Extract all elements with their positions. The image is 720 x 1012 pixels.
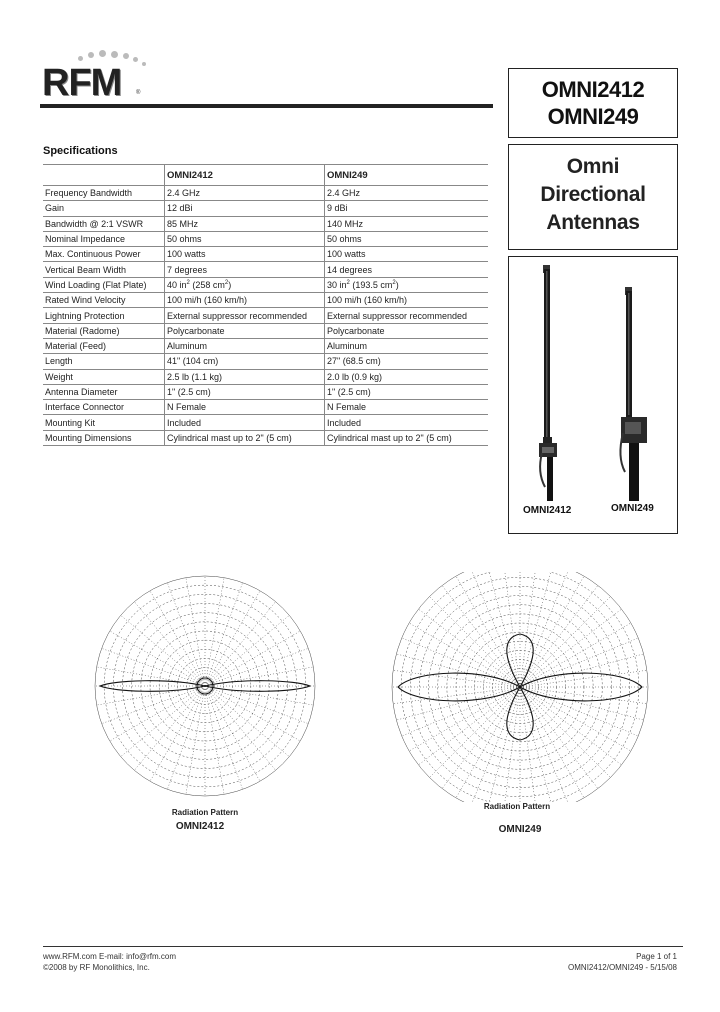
polar-spoke [205, 686, 289, 757]
spec-row [43, 262, 488, 277]
polar-spoke [520, 687, 584, 798]
spec-row [43, 201, 488, 216]
spec-label: Antenna Diameter [43, 384, 165, 399]
polar-spoke [396, 687, 520, 720]
spec-row [43, 384, 488, 399]
spec-row [43, 308, 488, 323]
photo-label-omni249: OMNI249 [611, 503, 654, 514]
spec-value-a: 85 MHz [165, 216, 325, 231]
logo-text: RFM [42, 62, 122, 104]
spec-value-a: 50 ohms [165, 231, 325, 246]
polar-spoke [442, 687, 520, 789]
spec-value-b: 2.0 lb (0.9 kg) [325, 369, 489, 384]
polar-spoke [487, 572, 520, 687]
footer-doc-id: OMNI2412/OMNI249 - 5/15/08 [568, 963, 677, 972]
spec-value-a: 2.4 GHz [165, 186, 325, 201]
polar-spoke [442, 585, 520, 687]
spec-label: Frequency Bandwidth [43, 186, 165, 201]
spec-value-b: 14 degrees [325, 262, 489, 277]
spec-value-b: 27" (68.5 cm) [325, 354, 489, 369]
spec-row [43, 323, 488, 338]
polar-spoke [520, 687, 598, 789]
spec-label: Bandwidth @ 2:1 VSWR [43, 216, 165, 231]
spec-label: Interface Connector [43, 400, 165, 415]
subtitle-line-2: Directional [540, 183, 646, 206]
logo-registered-mark: ® [136, 90, 141, 96]
polar-spoke [456, 576, 520, 687]
spec-row [43, 293, 488, 308]
spec-row [43, 400, 488, 415]
polar-spoke [520, 609, 622, 687]
header-rule [40, 104, 493, 108]
spec-row [43, 415, 488, 430]
radiation-pattern-omni249 [380, 572, 660, 802]
spec-value-a: 7 degrees [165, 262, 325, 277]
polar-spoke [520, 576, 584, 687]
spec-value-b: 9 dBi [325, 201, 489, 216]
spec-value-b: Polycarbonate [325, 323, 489, 338]
antenna-photo-box [508, 256, 678, 534]
spec-row [43, 430, 488, 445]
spec-value-a: 100 watts [165, 247, 325, 262]
polar-spoke [409, 687, 520, 751]
spec-value-a: 41" (104 cm) [165, 354, 325, 369]
spec-row [43, 338, 488, 353]
antenna-photos [509, 257, 677, 533]
spec-value-a: Polycarbonate [165, 323, 325, 338]
title-model-b: OMNI249 [547, 104, 639, 129]
spec-label: Material (Feed) [43, 338, 165, 353]
spec-value-b: 140 MHz [325, 216, 489, 231]
spec-value-a: 40 $in^2$ (258 $cm^2$) [165, 277, 325, 292]
spec-header-model-b: OMNI249 [325, 165, 489, 186]
polar-spoke [520, 585, 598, 687]
radiation-name-a: OMNI2412 [175, 821, 225, 832]
spec-value-a: Cylindrical mast up to 2" (5 cm) [165, 430, 325, 445]
subtitle-line-3: Antennas [546, 211, 640, 234]
spec-label: Max. Continuous Power [43, 247, 165, 262]
title-box [508, 68, 678, 138]
spec-header-blank [43, 165, 165, 186]
spec-value-b: N Female [325, 400, 489, 415]
spec-label: Mounting Kit [43, 415, 165, 430]
spec-value-b: 50 ohms [325, 231, 489, 246]
spec-label: Wind Loading (Flat Plate) [43, 277, 165, 292]
radiation-caption-a: Radiation Pattern [171, 808, 239, 817]
spec-label: Rated Wind Velocity [43, 293, 165, 308]
antenna-omni2412-image [539, 265, 557, 501]
spec-value-b: Included [325, 415, 489, 430]
subtitle-line-1: Omni [566, 155, 620, 178]
antenna-omni249-image [620, 287, 647, 501]
spec-value-a: N Female [165, 400, 325, 415]
spec-value-b: 1" (2.5 cm) [325, 384, 489, 399]
spec-value-b: 100 watts [325, 247, 489, 262]
radiation-pattern-omni2412 [80, 568, 330, 800]
photo-label-omni2412: OMNI2412 [523, 505, 572, 516]
spec-value-b: 100 mi/h (160 km/h) [325, 293, 489, 308]
polar-spoke [520, 687, 553, 802]
radiation-name-b: OMNI249 [498, 824, 542, 835]
spec-value-b: External suppressor recommended [325, 308, 489, 323]
spec-label: Vertical Beam Width [43, 262, 165, 277]
polar-spoke [121, 686, 205, 757]
polar-spoke [520, 572, 553, 687]
spec-value-a: 2.5 lb (1.1 kg) [165, 369, 325, 384]
polar-spoke [418, 609, 520, 687]
title-model-a: OMNI2412 [541, 77, 645, 102]
spec-header-row [43, 165, 488, 186]
polar-spoke [205, 602, 276, 686]
spec-row [43, 247, 488, 262]
subtitle-box [508, 144, 678, 250]
spec-label: Nominal Impedance [43, 231, 165, 246]
spec-label: Material (Radome) [43, 323, 165, 338]
spec-value-b: Cylindrical mast up to 2" (5 cm) [325, 430, 489, 445]
spec-row [43, 186, 488, 201]
spec-value-a: 100 mi/h (160 km/h) [165, 293, 325, 308]
spec-header-model-a: OMNI2412 [165, 165, 325, 186]
footer-page: Page 1 of 1 [636, 952, 677, 961]
spec-label: Mounting Dimensions [43, 430, 165, 445]
spec-value-a: Included [165, 415, 325, 430]
spec-label: Weight [43, 369, 165, 384]
spec-label: Length [43, 354, 165, 369]
spec-row [43, 354, 488, 369]
spec-row [43, 277, 488, 292]
footer-contact: www.RFM.com E-mail: info@rfm.com [43, 952, 177, 961]
spec-label: Lightning Protection [43, 308, 165, 323]
spec-value-a: 1" (2.5 cm) [165, 384, 325, 399]
polar-spoke [418, 687, 520, 765]
spec-row [43, 369, 488, 384]
footer-copyright: ©2008 by RF Monolithics, Inc. [43, 963, 150, 972]
specifications-table [43, 164, 488, 446]
radiation-caption-b: Radiation Pattern [483, 802, 551, 811]
spec-value-a: External suppressor recommended [165, 308, 325, 323]
polar-spoke [520, 623, 631, 687]
polar-spoke [409, 623, 520, 687]
spec-value-a: 12 dBi [165, 201, 325, 216]
spec-value-a: Aluminum [165, 338, 325, 353]
polar-spoke [134, 602, 205, 686]
spec-row [43, 216, 488, 231]
spec-label: Gain [43, 201, 165, 216]
polar-spoke [520, 687, 622, 765]
specifications-heading: Specifications [43, 145, 118, 157]
spec-value-b: 30 $in^2$ (193.5 $cm^2$) [325, 277, 489, 292]
spec-value-b: Aluminum [325, 338, 489, 353]
spec-row [43, 231, 488, 246]
spec-value-b: 2.4 GHz [325, 186, 489, 201]
footer-rule [43, 946, 683, 947]
